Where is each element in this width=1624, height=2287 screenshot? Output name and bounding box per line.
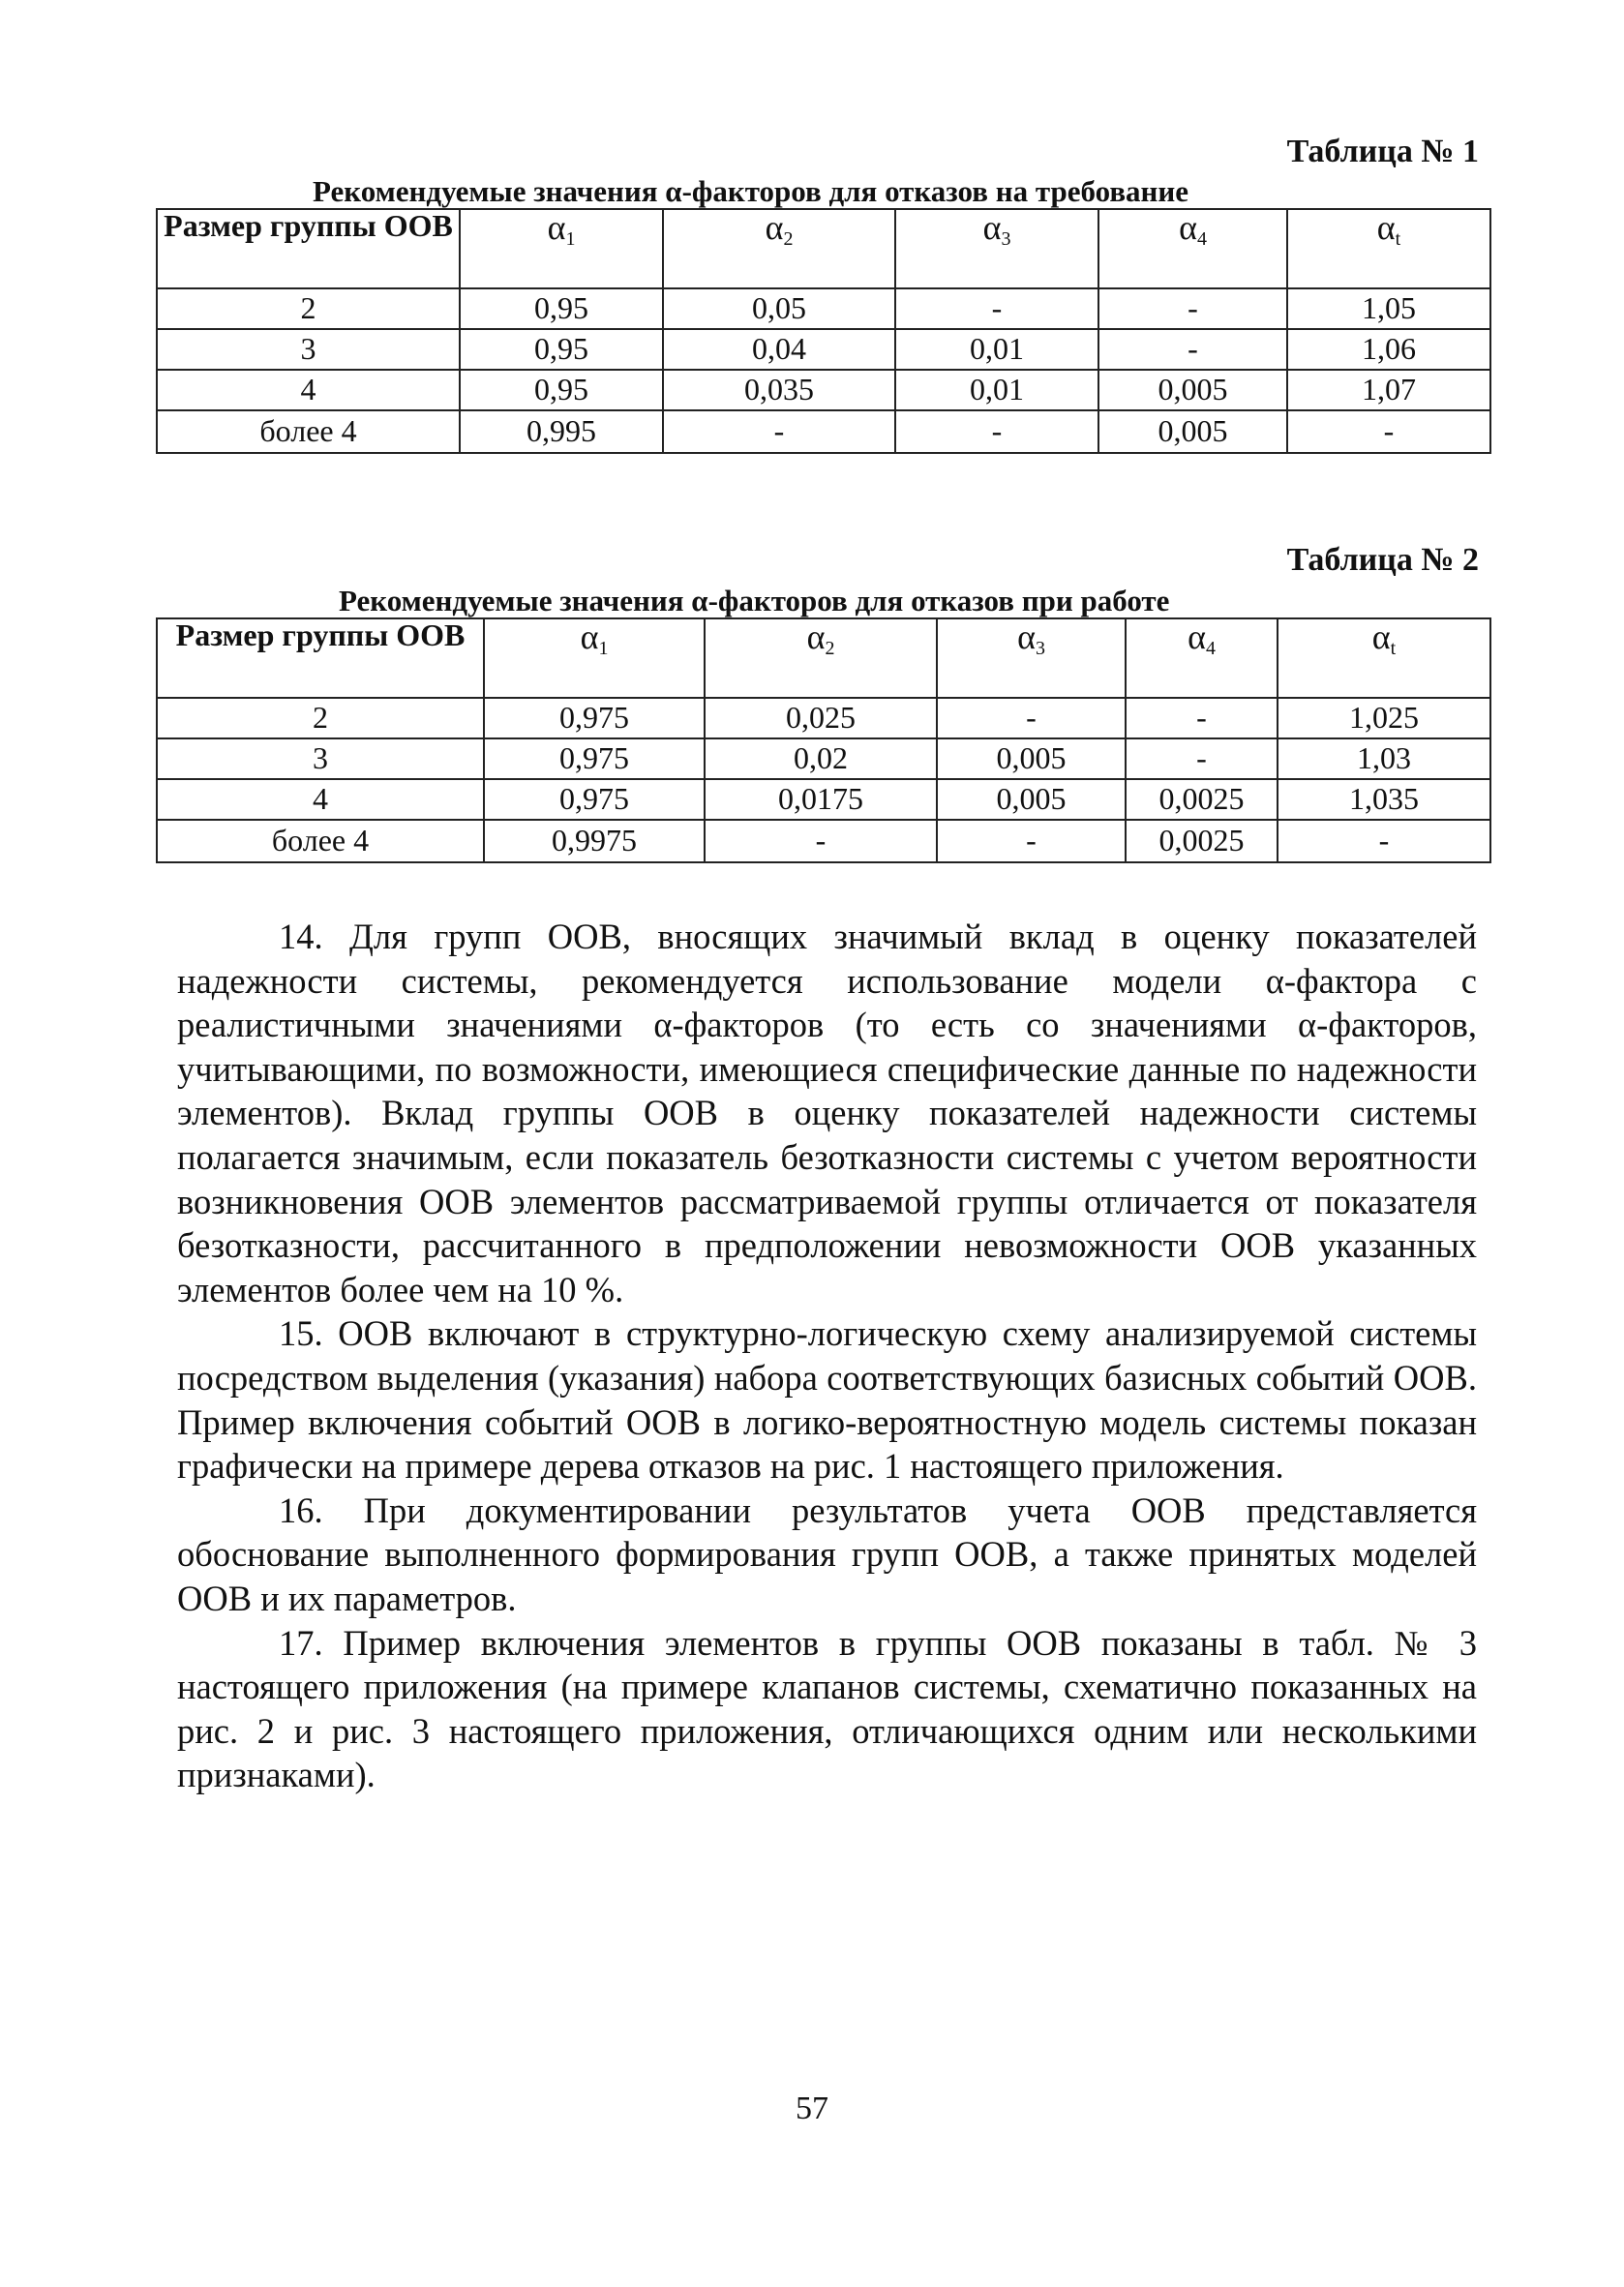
table-cell: 0,9975: [484, 820, 705, 862]
paragraph-17: 17. Пример включения элементов в группы ООВ показаны в табл. № 3 настоящего приложения (на примере клапанов системы, схематично показанных на рис. 2 и рис. 3 настоящего приложения, отличающихся одним или несколькими признаками).: [177, 1622, 1477, 1795]
table-cell: -: [705, 820, 937, 862]
table-cell: 4: [157, 370, 460, 410]
table2-label: Таблица № 2: [1286, 542, 1479, 578]
table-cell: 0,975: [484, 738, 705, 779]
table-cell: 0,0025: [1126, 820, 1278, 862]
table2-header-row: [157, 618, 1490, 698]
table-row: [157, 329, 1490, 370]
table-cell: -: [1098, 329, 1287, 370]
table1-header-group-size: Размер группы ООВ: [157, 209, 460, 288]
paragraph-14: 14. Для групп ООВ, вносящих значимый вклад в оценку показателей надежности системы, рекомендуется использование модели α-фактора с реалистичными значениями α-факторов (то есть со значениями α-факторов, учитывающими, по возможности, имеющиеся специфические данные по надежности элементов). Вклад группы ООВ в оценку показателей надежности системы полагается значимым, если показатель безотказности системы с учетом вероятности возникновения ООВ элементов рассматриваемой группы отличается от показателя безотказности, рассчитанного в предположении невозможности ООВ указанных элементов более чем на 10 %.: [177, 917, 1477, 1309]
table1-header-alpha-t: [1287, 209, 1490, 288]
table-cell: 2: [157, 288, 460, 329]
table-row: [157, 698, 1490, 738]
table1-header-alpha-2: [663, 209, 895, 288]
table-cell: -: [1126, 738, 1278, 779]
table-cell: 0,005: [1098, 370, 1287, 410]
table1-label: Таблица № 1: [1286, 134, 1479, 169]
table-cell: 0,005: [937, 779, 1126, 820]
table-cell: 1,035: [1278, 779, 1490, 820]
table2-header-alpha-t: [1278, 618, 1490, 698]
table-row: [157, 370, 1490, 410]
table-cell: -: [1287, 410, 1490, 453]
table-cell: 3: [157, 738, 484, 779]
alpha-subscript: 3: [1035, 638, 1045, 659]
table-cell: 0,95: [460, 370, 663, 410]
alpha-subscript: 3: [1001, 228, 1011, 250]
table-cell: 1,07: [1287, 370, 1490, 410]
table2-caption: Рекомендуемые значения α-факторов для отказов при работе: [339, 584, 1170, 617]
alpha-subscript: 2: [783, 228, 794, 250]
alpha-symbol: α: [1376, 208, 1396, 247]
alpha-symbol: α: [547, 208, 566, 247]
table-cell: 0,005: [1098, 410, 1287, 453]
table1-caption: Рекомендуемые значения α-факторов для отказов на требование: [313, 174, 1189, 208]
alpha-subscript: 4: [1205, 638, 1216, 659]
table1: [156, 208, 1491, 454]
alpha-subscript: t: [1395, 228, 1401, 250]
table1-header-alpha-3: [895, 209, 1098, 288]
table-cell: 0,995: [460, 410, 663, 453]
alpha-symbol: α: [1188, 617, 1206, 656]
table-cell: -: [937, 698, 1126, 738]
table2-header-alpha-3: [937, 618, 1126, 698]
table-cell: 0,05: [663, 288, 895, 329]
table-cell: 1,025: [1278, 698, 1490, 738]
table1-header-alpha-4: [1098, 209, 1287, 288]
table-cell: 0,95: [460, 329, 663, 370]
table-cell: 3: [157, 329, 460, 370]
table-cell: 1,03: [1278, 738, 1490, 779]
table-cell: более 4: [157, 820, 484, 862]
table2-header-alpha-1: [484, 618, 705, 698]
table-cell: более 4: [157, 410, 460, 453]
alpha-subscript: 1: [598, 638, 609, 659]
alpha-subscript: 1: [565, 228, 576, 250]
table2-header-group-size: Размер группы ООВ: [157, 618, 484, 698]
table-cell: 0,975: [484, 779, 705, 820]
table-row: [157, 738, 1490, 779]
alpha-symbol: α: [982, 208, 1002, 247]
table2: [156, 617, 1491, 863]
table-row: [157, 779, 1490, 820]
table-cell: -: [895, 410, 1098, 453]
table-cell: -: [663, 410, 895, 453]
alpha-symbol: α: [765, 208, 784, 247]
table-row: [157, 820, 1490, 862]
table-row: [157, 288, 1490, 329]
table-cell: 0,975: [484, 698, 705, 738]
paragraph-15: 15. ООВ включают в структурно-логическую схему анализируемой системы посредством выделения (указания) набора соответствующих базисных событий ООВ. Пример включения событий ООВ в логико-вероятностную модель системы показан графически на примере дерева отказов на рис. 1 настоящего приложения.: [177, 1313, 1477, 1487]
table-cell: 2: [157, 698, 484, 738]
alpha-subscript: 2: [825, 638, 835, 659]
table-row: [157, 410, 1490, 453]
table-cell: 0,01: [895, 370, 1098, 410]
table-cell: 1,05: [1287, 288, 1490, 329]
table-cell: 0,95: [460, 288, 663, 329]
table-cell: 0,025: [705, 698, 937, 738]
table1-header-row: [157, 209, 1490, 288]
alpha-subscript: 4: [1196, 228, 1207, 250]
table-cell: 0,01: [895, 329, 1098, 370]
page-number: 57: [796, 2091, 828, 2126]
table-cell: 0,04: [663, 329, 895, 370]
table-cell: -: [1278, 820, 1490, 862]
alpha-symbol: α: [1371, 617, 1391, 656]
table-cell: 0,005: [937, 738, 1126, 779]
table2-header-alpha-4: [1126, 618, 1278, 698]
table2-header-alpha-2: [705, 618, 937, 698]
table1-header-alpha-1: [460, 209, 663, 288]
alpha-symbol: α: [580, 617, 599, 656]
table-cell: 0,035: [663, 370, 895, 410]
table-cell: -: [1126, 698, 1278, 738]
table-cell: 1,06: [1287, 329, 1490, 370]
paragraph-16: 16. При документировании результатов учета ООВ представляется обоснование выполненного формирования групп ООВ, а также принятых моделей ООВ и их параметров.: [177, 1490, 1477, 1618]
table-cell: -: [937, 820, 1126, 862]
alpha-symbol: α: [1179, 208, 1197, 247]
table-cell: -: [895, 288, 1098, 329]
alpha-symbol: α: [806, 617, 826, 656]
alpha-subscript: t: [1390, 638, 1397, 659]
alpha-symbol: α: [1017, 617, 1036, 656]
table-cell: 4: [157, 779, 484, 820]
table-cell: 0,0025: [1126, 779, 1278, 820]
table-cell: -: [1098, 288, 1287, 329]
body-text: [177, 915, 1477, 1797]
table-cell: 0,0175: [705, 779, 937, 820]
table-cell: 0,02: [705, 738, 937, 779]
